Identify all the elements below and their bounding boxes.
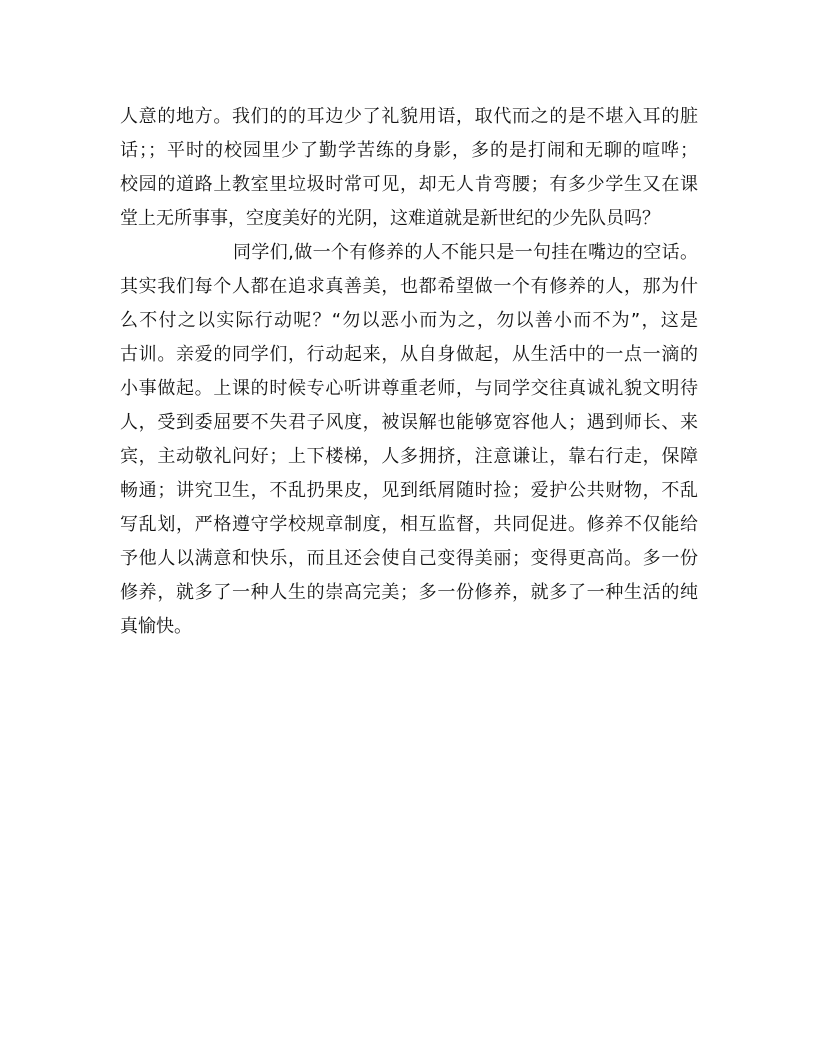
- text-line: 么不付之以实际行动呢？“勿以恶小而为之，勿以善小而不为”，这是: [120, 310, 698, 331]
- text-line: 话；；平时的校园里少了勤学苦练的身影，多的是打闹和无聊的喧哗；: [120, 140, 698, 161]
- text-line: 真愉快。: [120, 616, 192, 637]
- text-line: 堂上无所事事，空度美好的光阴，这难道就是新世纪的少先队员吗？: [120, 208, 660, 229]
- text-line: 校园的道路上教室里垃圾时常可见，却无人肯弯腰；有多少学生又在课: [120, 174, 698, 195]
- text-line: 同学们,做一个有修养的人不能只是一句挂在嘴边的空话。: [233, 242, 698, 263]
- paragraph-1: [120, 100, 698, 236]
- text-line: 其实我们每个人都在追求真善美，也都希望做一个有修养的人，那为什: [120, 276, 698, 297]
- text-line: 予他人以满意和快乐，而且还会使自己变得美丽；变得更高尚。多一份: [120, 548, 698, 569]
- text-line: 修养，就多了一种人生的崇高完美；多一份修养，就多了一种生活的纯: [120, 582, 698, 603]
- text-line: 写乱划，严格遵守学校规章制度，相互监督，共同促进。修养不仅能给: [120, 514, 698, 535]
- text-line: 小事做起。上课的时候专心听讲尊重老师，与同学交往真诚礼貌文明待: [120, 378, 698, 399]
- text-line: 人意的地方。我们的的耳边少了礼貌用语，取代而之的是不堪入耳的脏: [120, 106, 698, 127]
- paragraph-2: [120, 236, 698, 644]
- text-line: 宾，主动敬礼问好；上下楼梯，人多拥挤，注意谦让，靠右行走，保障: [120, 446, 698, 467]
- text-line: 人，受到委屈要不失君子风度，被误解也能够宽容他人；遇到师长、来: [120, 412, 698, 433]
- text-line: 畅通；讲究卫生，不乱扔果皮，见到纸屑随时捡；爱护公共财物，不乱: [120, 480, 698, 501]
- document-body: [120, 100, 698, 644]
- text-line: 古训。亲爱的同学们，行动起来，从自身做起，从生活中的一点一滴的: [120, 344, 698, 365]
